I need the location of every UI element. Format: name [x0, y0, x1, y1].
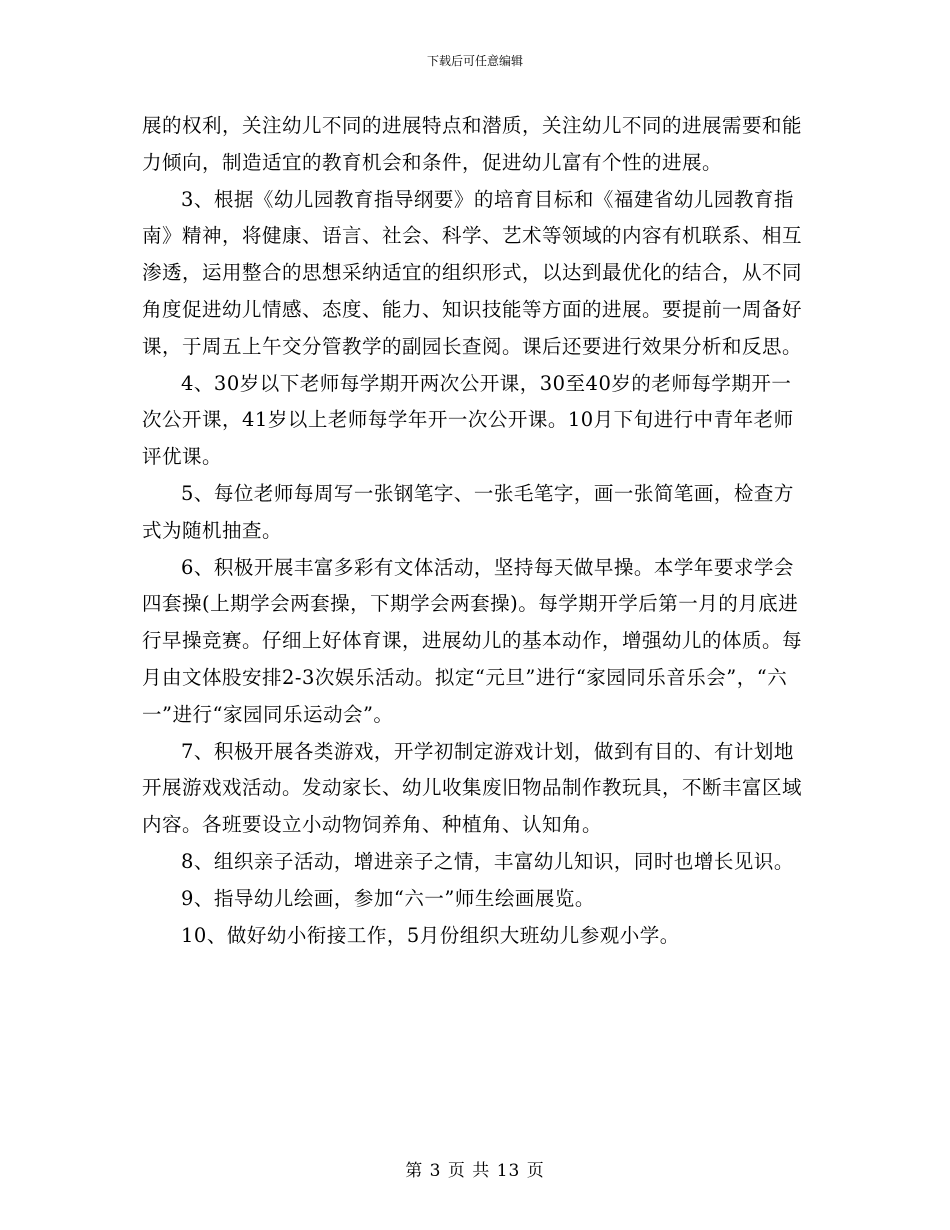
- paragraph-item-4: 4、30岁以下老师每学期开两次公开课，30至40岁的老师每学期开一次公开课，41岁以上老师每学年开一次公开课。10月下旬进行中青年老师评优课。: [142, 371, 794, 469]
- page-header: 下载后可任意编辑: [426, 54, 523, 68]
- paragraph-item-5: 5、每位老师每周写一张钢笔字、一张毛笔字，画一张简笔画，检查方式为随机抽查。: [142, 481, 794, 542]
- paragraph-item-3: 3、根据《幼儿园教育指导纲要》的培育目标和《福建省幼儿园教育指南》精神，将健康、语言、社会、科学、艺术等领域的内容有机联系、相互渗透，运用整合的思想采纳适宜的组织形式，以达到最优化的结合，从不同角度促进幼儿情感、态度、能力、知识技能等方面的进展。要提前一周备好课，于周五上午交分管教学的副园长查阅。课后还要进行效果分析和反思。: [142, 187, 803, 358]
- paragraph-item-10: 10、做好幼小衔接工作，5月份组织大班幼儿参观小学。: [181, 923, 680, 947]
- paragraph-item-7: 7、积极开展各类游戏，开学初制定游戏计划，做到有目的、有计划地开展游戏戏活动。发动家长、幼儿收集废旧物品制作教玩具，不断丰富区域内容。各班要设立小动物饲养角、种植角、认知角。: [142, 739, 803, 837]
- paragraph-item-6: 6、积极开展丰富多彩有文体活动，坚持每天做早操。本学年要求学会四套操(上期学会两套操，下期学会两套操)。每学期开学后第一月的月底进行早操竞赛。仔细上好体育课，进展幼儿的基本动作，增强幼儿的体质。每月由文体股安排2-3次娱乐活动。拟定“元旦”进行“家园同乐音乐会”，“六一”进行“家园同乐运动会”。: [142, 555, 803, 726]
- paragraph-item-8: 8、组织亲子活动，增进亲子之情，丰富幼儿知识，同时也增长见识。: [181, 849, 794, 873]
- paragraph-continuation: 展的权利，关注幼儿不同的进展特点和潜质，关注幼儿不同的进展需要和能力倾向，制造适宜的教育机会和条件，促进幼儿富有个性的进展。: [142, 114, 803, 174]
- document-body: [142, 108, 808, 954]
- paragraph-item-9: 9、指导幼儿绘画，参加“六一”师生绘画展览。: [181, 886, 595, 910]
- page-number: 第 3 页 共 13 页: [405, 1161, 545, 1181]
